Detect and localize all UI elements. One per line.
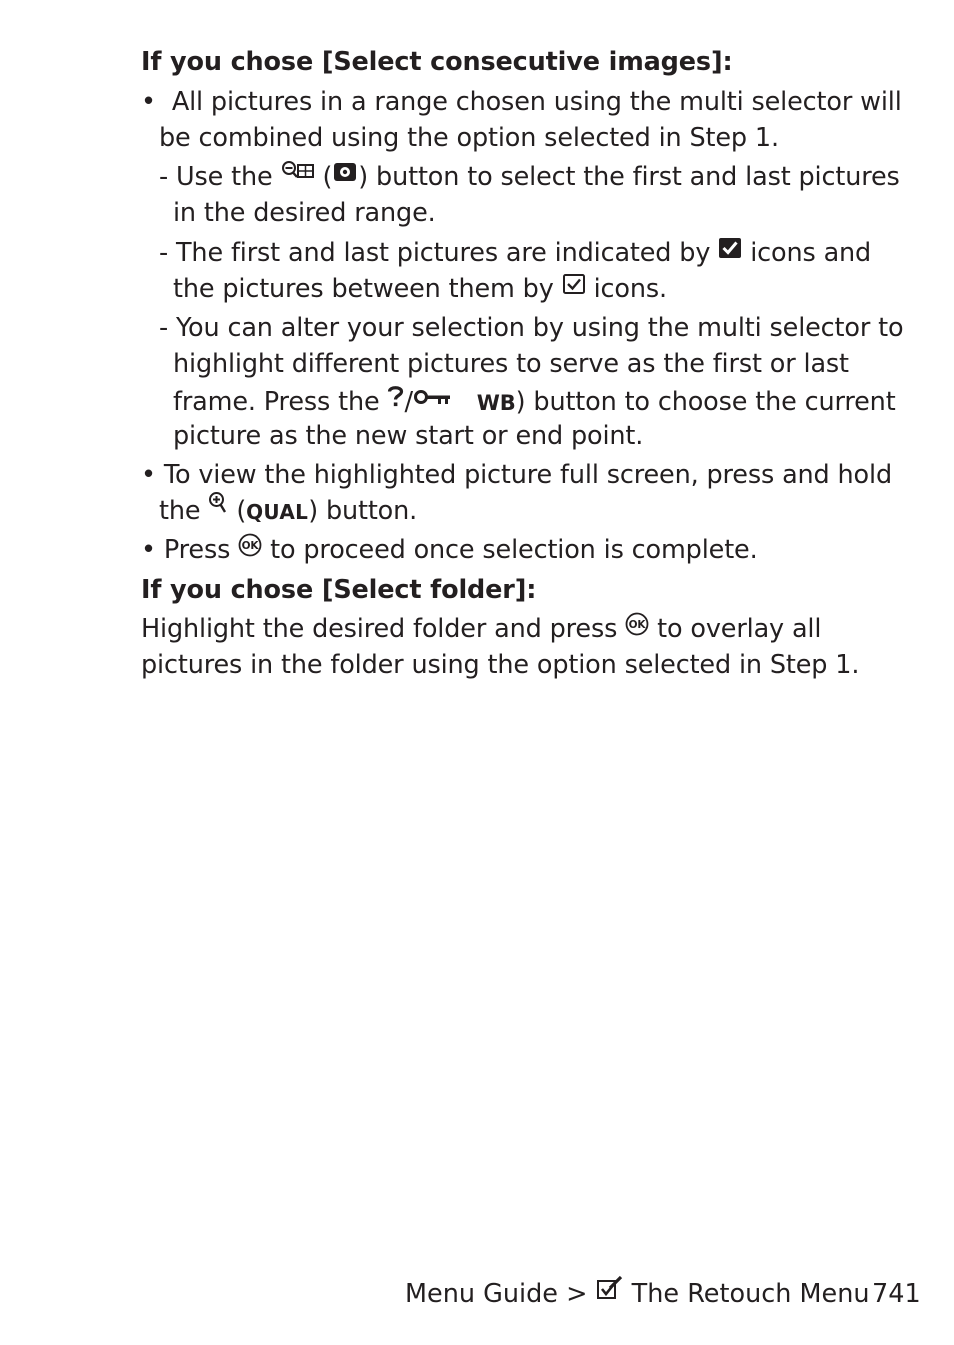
list-item (141, 457, 892, 493)
svg-text:OK: OK (241, 540, 259, 552)
bullet: • (141, 460, 164, 490)
footer-breadcrumb[interactable]: Menu Guide > The Retouch Menu (405, 1276, 870, 1313)
retouch-icon (596, 1275, 624, 1311)
bullet: • (141, 87, 172, 117)
sub-item-text-continued: highlight different pictures to serve as the first or last (173, 349, 849, 379)
sub-item-text-continued: in the desired range. (173, 198, 436, 228)
list-item (141, 84, 902, 120)
sub-item-text-continued: frame. Press the / WB) button to choose the current (173, 384, 896, 421)
bullet-text: To view the highlighted picture full screen, press and hold (163, 460, 892, 490)
checkbox-outline-icon (562, 270, 586, 306)
section-heading-consecutive: If you chose [Select consecutive images]: (141, 47, 733, 77)
ok-button-icon (238, 531, 262, 567)
sub-item: - The first and last pictures are indicated by icons and (159, 235, 871, 272)
metering-icon (332, 158, 358, 194)
bullet-text: All pictures in a range chosen using the multi selector will (171, 87, 902, 117)
sub-item: - You can alter your selection by using the multi selector to (159, 313, 904, 343)
sub-item-text: - The first and last pictures are indicated by (159, 238, 711, 268)
sub-item-text: - Use the (159, 162, 273, 192)
paragraph-continued: pictures in the folder using the option selected in Step 1. (141, 650, 860, 680)
wb-button-label: WB (476, 391, 516, 415)
section-heading-folder: If you chose [Select folder]: (141, 575, 537, 605)
help-icon (387, 383, 404, 419)
qual-button-label: QUAL (246, 500, 309, 524)
sub-item-text-continued: picture as the new start or end point. (173, 421, 644, 451)
checkbox-filled-icon (718, 234, 742, 270)
key-icon (413, 383, 453, 419)
sub-item-text-continued: the pictures between them by icons. (173, 271, 667, 308)
sub-item: - Use the ( ) button to select the first and last pictures (159, 159, 900, 196)
paragraph: Highlight the desired folder and press OK to overlay all (141, 611, 821, 648)
ok-button-icon (625, 610, 649, 646)
bullet-text-continued: be combined using the option selected in Step 1. (159, 123, 779, 153)
list-item: • Press OK to proceed once selection is complete. (141, 532, 758, 569)
page-number: 741 (872, 1279, 921, 1309)
bullet-text-continued: the (QUAL) button. (159, 493, 417, 531)
svg-text:OK: OK (628, 619, 646, 631)
zoom-in-icon (208, 491, 228, 529)
bullet: • (141, 535, 164, 565)
thumbnail-zoom-out-icon (281, 158, 315, 194)
